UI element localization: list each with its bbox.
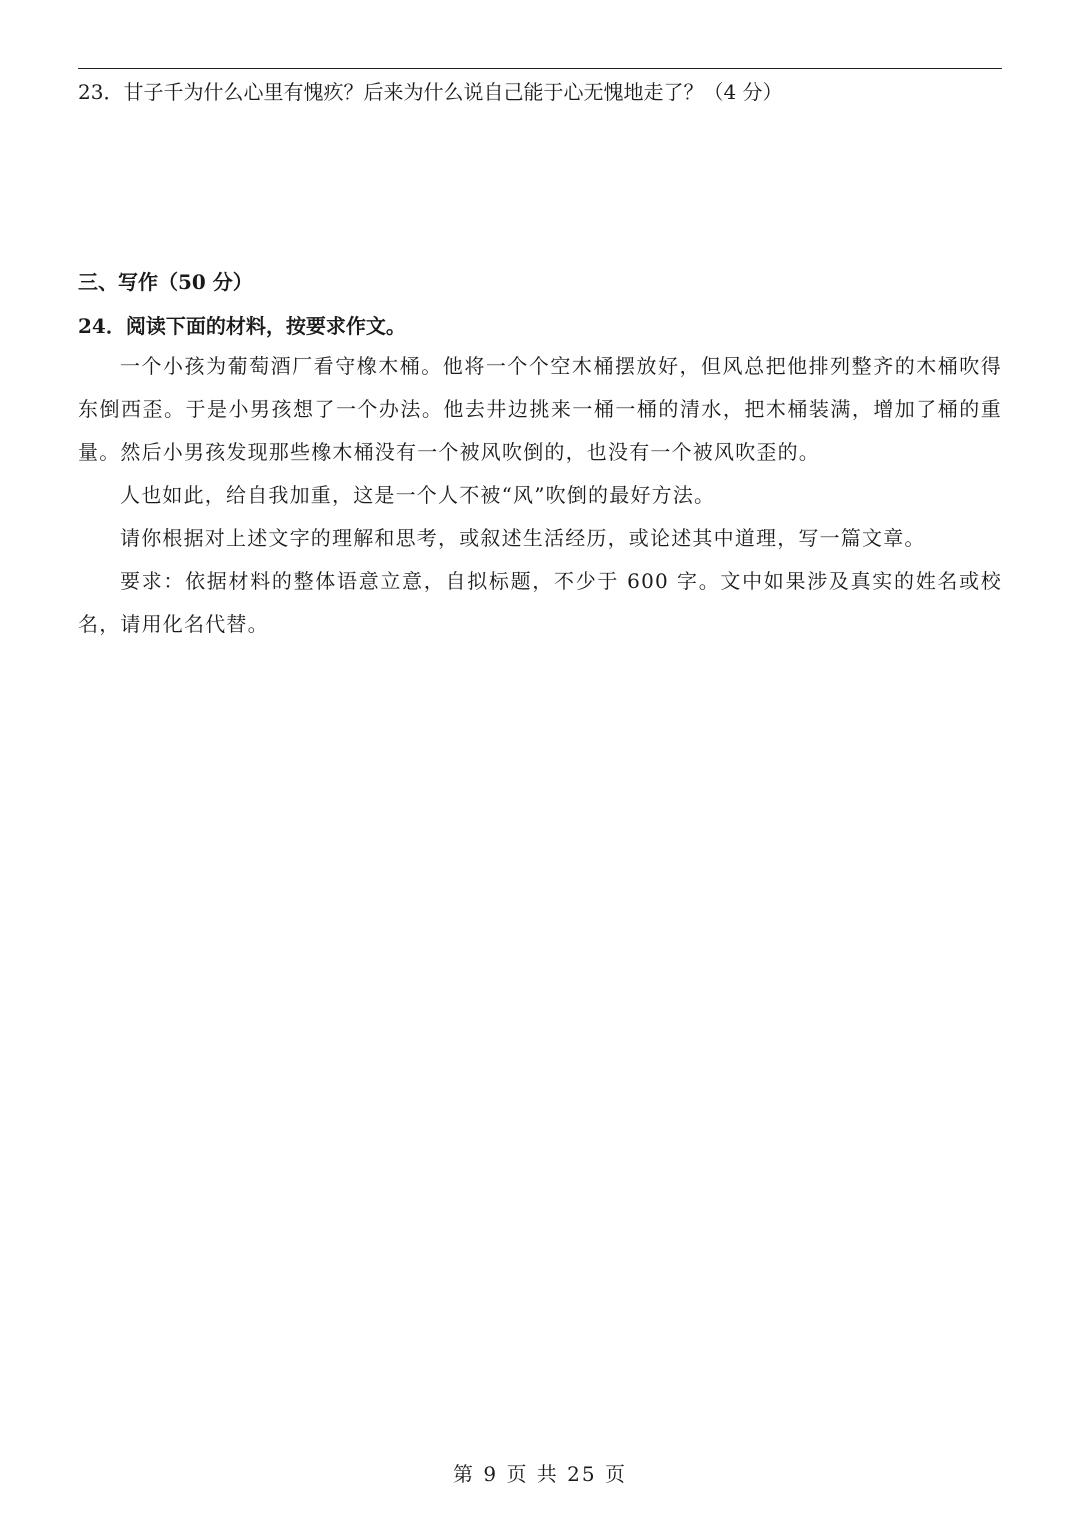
material-paragraph-2: 人也如此，给自我加重，这是一个人不被“风”吹倒的最好方法。 <box>120 483 716 507</box>
material-paragraph-1: 一个小孩为葡萄酒厂看守橡木桶。他将一个个空木桶摆放好，但风总把他排列整齐的木桶吹得东倒西歪。于是小男孩想了一个办法。他去井边挑来一桶一桶的清水，把木桶装满，增加了桶的重量。然后小男孩发现那些橡木桶没有一个被风吹倒的，也没有一个被风吹歪的。 <box>78 354 1002 464</box>
question-24-title: 24．阅读下面的材料，按要求作文。 <box>78 314 406 338</box>
question-23: 23．甘子千为什么心里有愧疚？后来为什么说自己能于心无愧地走了？（4 分） <box>78 80 783 104</box>
section-heading-writing: 三、写作（50 分） <box>78 270 253 294</box>
requirement-paragraph: 要求：依据材料的整体语意立意，自拟标题，不少于 600 字。文中如果涉及真实的姓名或校名，请用化名代替。 <box>78 569 1002 636</box>
instruction-paragraph: 请你根据对上述文字的理解和思考，或叙述生活经历，或论述其中道理，写一篇文章。 <box>120 526 926 550</box>
page-number-footer: 第 9 页 共 25 页 <box>453 1462 627 1486</box>
top-rule <box>78 68 1002 69</box>
